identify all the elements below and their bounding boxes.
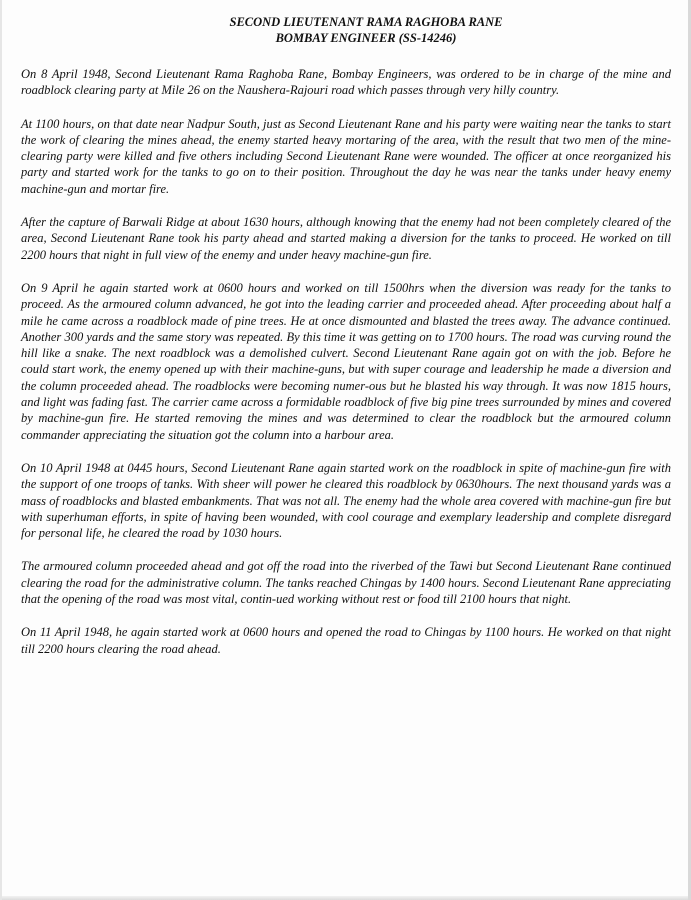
paragraph-3: After the capture of Barwali Ridge at about 1630 hours, although knowing that the enemy had not been completely cleared of the area, Second Lieutenant Rane took his party ahead and started making a diversion for the tanks to proceed. He worked on till 2200 hours that night in full view of the enemy and under heavy machine-gun fire. bbox=[21, 215, 671, 262]
title-name-line: SECOND LIEUTENANT RAMA RAGHOBA RANE bbox=[229, 15, 503, 29]
paragraph-5: On 10 April 1948 at 0445 hours, Second Lieutenant Rane again started work on the roadblock in spite of machine-gun fire with the support of one troops of tanks. With sheer will power he cleared this roadblock by 0630hours. The next thousand yards was a mass of roadblocks and blasted embankments. That was not all. The enemy had the whole area covered with machine-gun fire but with superhuman efforts, in spite of having been wounded, with cool courage and exemplary leadership and complete disregard for personal life, he cleared the road by 1030 hours. bbox=[21, 460, 671, 541]
citation-text bbox=[21, 14, 671, 657]
paragraph-1: On 8 April 1948, Second Lieutenant Rama Raghoba Rane, Bombay Engineers, was ordered to be in charge of the mine and roadblock clearing party at Mile 26 on the Naushera-Rajouri road which passes through very hilly country. bbox=[21, 67, 671, 98]
paragraph-7: On 11 April 1948, he again started work at 0600 hours and opened the road to Chingas by 1100 hours. He worked on that night till 2200 hours clearing the road ahead. bbox=[21, 625, 671, 656]
document-title bbox=[21, 14, 671, 46]
paragraph-6: The armoured column proceeded ahead and got off the road into the riverbed of the Tawi but Second Lieutenant Rane continued clearing the road for the administrative column. The tanks reached Chingas by 1400 hours. Second Lieutenant Rane appreciating that the opening of the road was most vital, contin-ued working without rest or food till 2100 hours that night. bbox=[21, 559, 671, 607]
paragraph-4: On 9 April he again started work at 0600 hours and worked on till 1500hrs when the diversion was ready for the tanks to proceed. As the armoured column advanced, he got into the leading carrier and proceeded ahead. After proceeding about half a mile he came across a roadblock made of pine trees. He at once dismounted and blasted the trees away. The advance continued. Another 300 yards and the same story was repeated. By this time it was getting on to 1700 hours. The road was curving round the hill like a snake. The next roadblock was a demolished culvert. Second Lieutenant Rane again got on with the job. Before he could start work, the enemy opened up with their machine-guns, but with super courage and leadership he made a diversion and the column proceeded ahead. The roadblocks were becoming numer-ous but he blasted his way through. It was now 1815 hours, and light was fading fast. The carrier came across a formidable roadblock of five big pine trees surrounded by mines and covered by machine-gun fire. He started removing the mines and was determined to clear the roadblock but the armoured column commander appreciating the situation got the column into a harbour area. bbox=[21, 280, 671, 442]
page-bottom-edge bbox=[2, 896, 688, 900]
paragraph-2: At 1100 hours, on that date near Nadpur South, just as Second Lieutenant Rane and his party were waiting near the tanks to start the work of clearing the mines ahead, the enemy started heavy mortaring of the area, with the result that two men of the mine-clearing party were killed and five others including Second Lieutenant Rane were wounded. The officer at once reorganized his party and started work for the tanks to go on to their position. Throughout the day he was near the tanks under heavy enemy machine-gun and mortar fire. bbox=[21, 116, 671, 196]
title-unit-line: BOMBAY ENGINEER (SS-14246) bbox=[275, 31, 457, 45]
